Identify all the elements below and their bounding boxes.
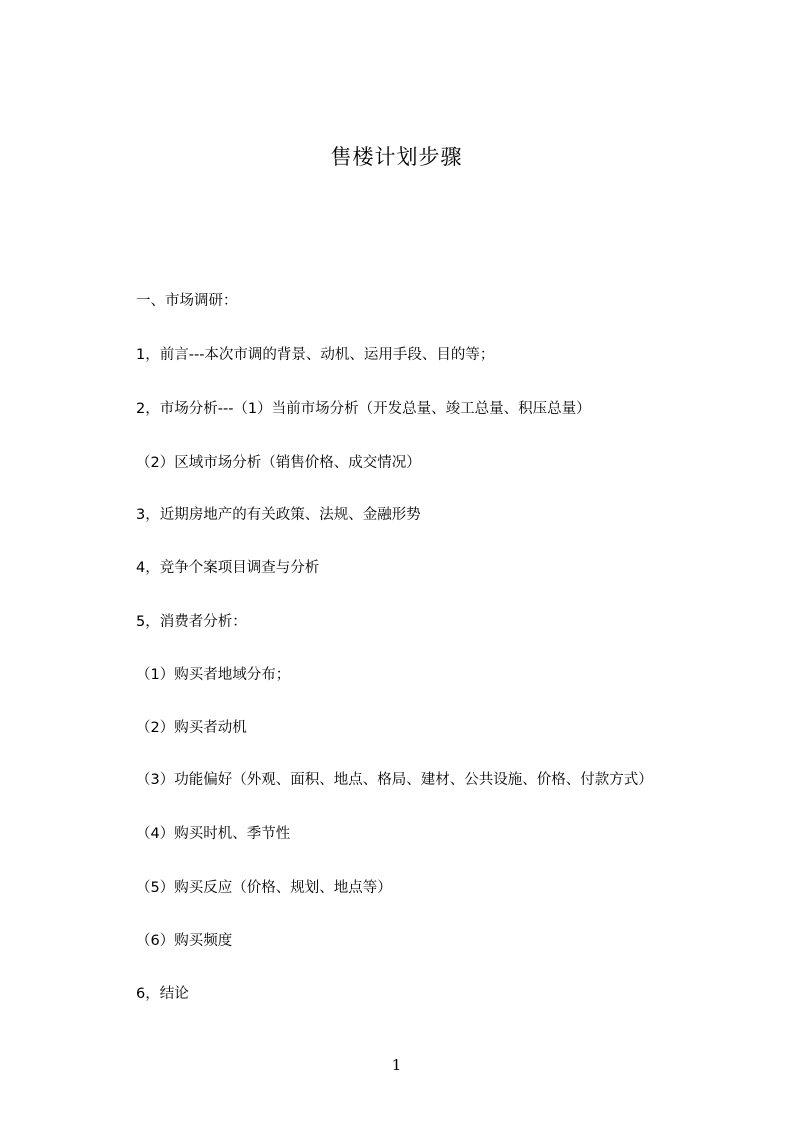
list-item: （3）功能偏好（外观、面积、地点、格局、建材、公共设施、价格、付款方式）	[136, 772, 653, 788]
list-item: （6）购买频度	[136, 933, 233, 949]
list-item: （2）区域市场分析（销售价格、成交情况）	[136, 455, 421, 471]
list-item: （5）购买反应（价格、规划、地点等）	[136, 880, 392, 896]
page-title: 售楼计划步骤	[330, 145, 463, 169]
list-item: （4）购买时机、季节性	[136, 826, 291, 842]
list-item: 3，近期房地产的有关政策、法规、金融形势	[136, 507, 421, 523]
list-item: 4，竞争个案项目调查与分析	[136, 560, 320, 576]
list-item: （2）购买者动机	[136, 720, 247, 736]
list-item: 6，结论	[136, 986, 189, 1002]
list-item: 5，消费者分析：	[136, 614, 247, 630]
list-item: （1）购买者地域分布；	[136, 667, 291, 683]
list-item: 2，市场分析---（1）当前市场分析（开发总量、竣工总量、积压总量）	[136, 401, 591, 417]
list-item: 1，前言---本次市调的背景、动机、运用手段、目的等；	[136, 347, 495, 363]
page-number: 1	[391, 1056, 402, 1074]
section-heading: 一、市场调研：	[136, 293, 238, 309]
